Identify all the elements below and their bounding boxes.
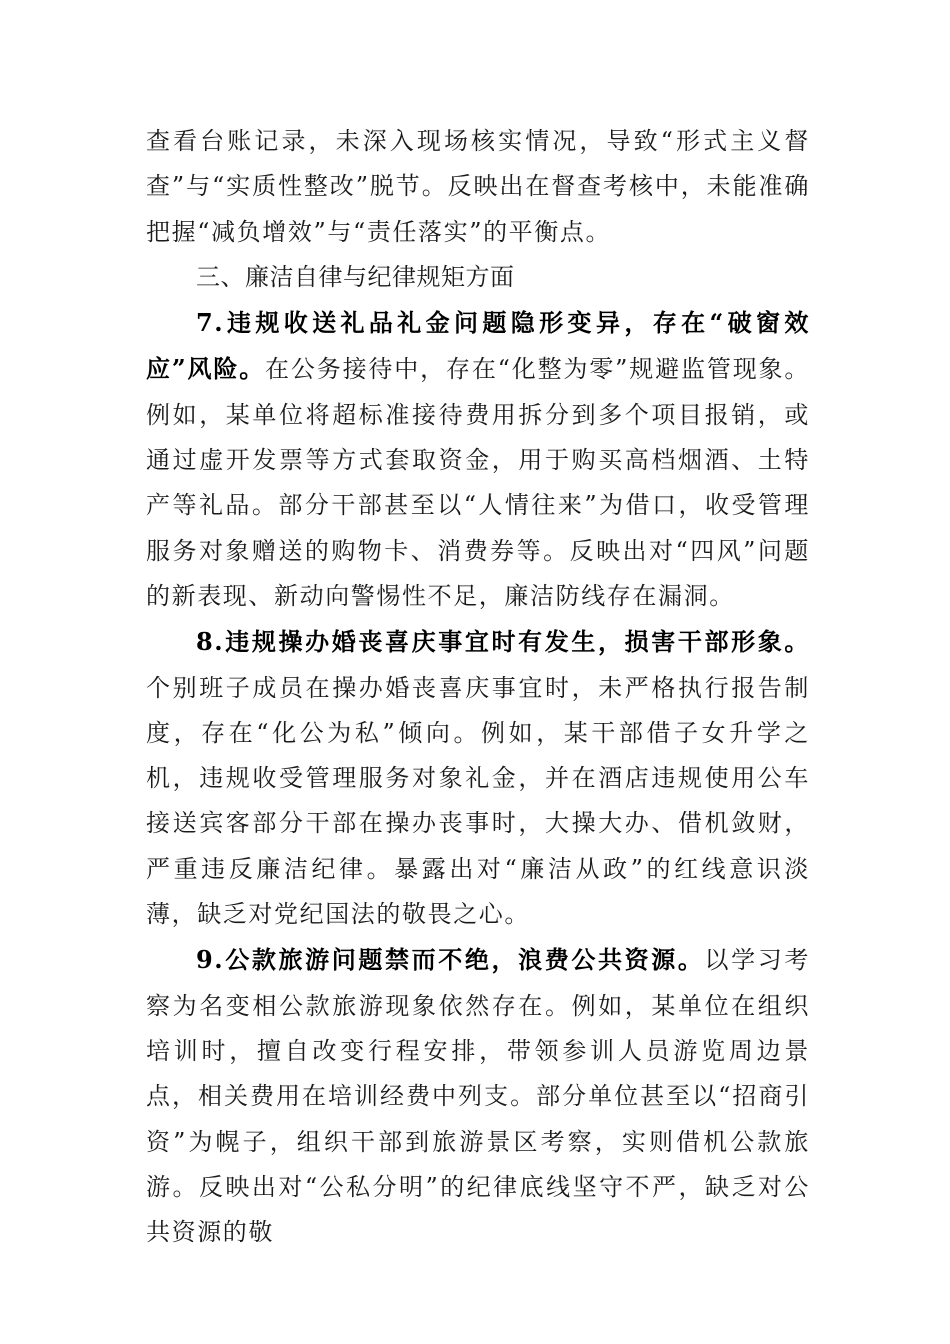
paragraph-continuation bbox=[146, 119, 810, 255]
item-8-title: 8.违规操办婚丧喜庆事宜时有发生，损害干部形象。 bbox=[196, 627, 810, 657]
item-9-body: 以学习考察为名变相公款旅游现象依然存在。例如，某单位在组织培训时，擅自改变行程安排，带领参训人员游览周边景点，相关费用在培训经费中列支。部分单位甚至以“招商引资”为幌子，组织干部到旅游景区考察，实则借机公款旅游。反映出对“公私分明”的纪律底线坚守不严，缺乏对公共资源的敬 bbox=[146, 946, 810, 1247]
paragraph-item-8 bbox=[146, 619, 810, 937]
paragraph-text: 查看台账记录，未深入现场核实情况，导致“形式主义督查”与“实质性整改”脱节。反映出在督查考核中，未能准确把握“减负增效”与“责任落实”的平衡点。 bbox=[146, 127, 810, 246]
item-7-body: 在公务接待中，存在“化整为零”规避监管现象。例如，某单位将超标准接待费用拆分到多个项目报销，或通过虚开发票等方式套取资金，用于购买高档烟酒、土特产等礼品。部分干部甚至以“人情往来”为借口，收受管理服务对象赠送的购物卡、消费券等。反映出对“四风”问题的新表现、新动向警惕性不足，廉洁防线存在漏洞。 bbox=[146, 355, 810, 610]
document-body bbox=[146, 119, 810, 1255]
item-8-body: 个别班子成员在操办婚丧喜庆事宜时，未严格执行报告制度，存在“化公为私”倾向。例如，某干部借子女升学之机，违规收受管理服务对象礼金，并在酒店违规使用公车接送宾客部分干部在操办丧事时，大操大办、借机敛财，严重违反廉洁纪律。暴露出对“廉洁从政”的红线意识淡薄，缺乏对党纪国法的敬畏之心。 bbox=[146, 673, 810, 929]
item-7-title: 7.违规收送礼品礼金问题隐形变异，存在“破窗效应”风险。 bbox=[146, 308, 810, 384]
section-heading-text: 三、廉洁自律与纪律规矩方面 bbox=[196, 262, 515, 291]
paragraph-item-7 bbox=[146, 300, 810, 619]
paragraph-item-9 bbox=[146, 937, 810, 1255]
item-9-title: 9.公款旅游问题禁而不绝，浪费公共资源。 bbox=[196, 945, 705, 975]
section-heading bbox=[146, 255, 810, 300]
